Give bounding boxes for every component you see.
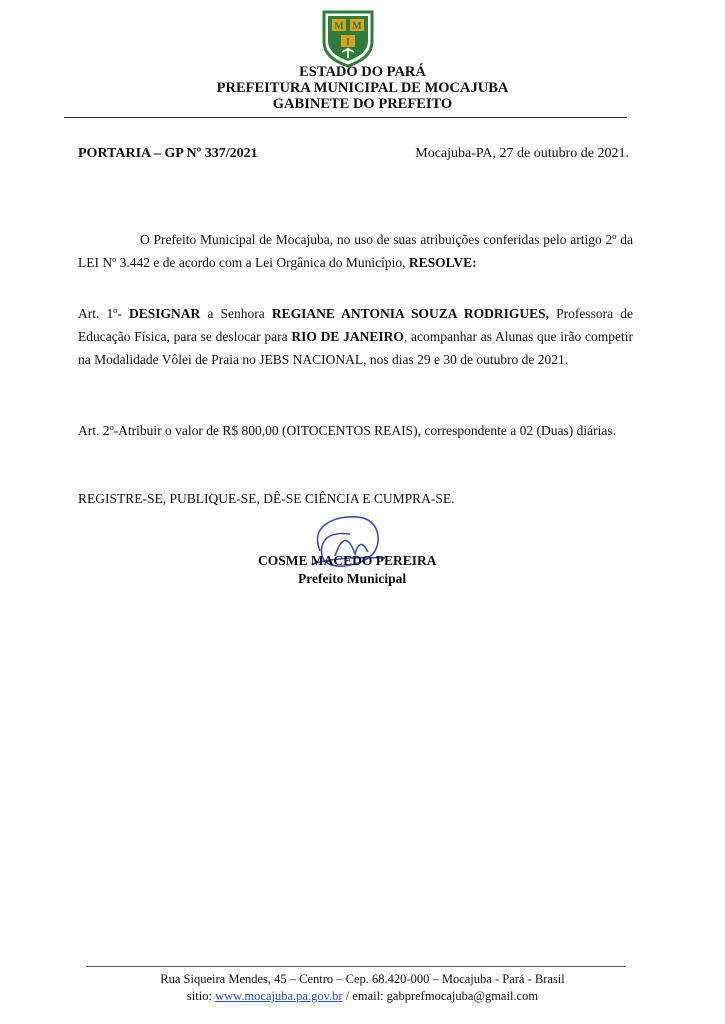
preamble-text: O Prefeito Municipal de Mocajuba, no uso de suas atribuições conferidas pelo artigo 2º da LEI Nº 3.442 e de acordo com a Lei Orgânica do Município, xyxy=(78,232,633,270)
article-1-part1: a Senhora xyxy=(200,306,272,321)
email-address[interactable]: gabprefmocajuba@gmail.com xyxy=(386,989,539,1003)
state-name: ESTADO DO PARÁ xyxy=(299,64,426,80)
designated-person: REGIANE ANTONIA SOUZA RODRIGUES, xyxy=(271,306,550,321)
issue-date: Mocajuba-PA, 27 de outubro de 2021. xyxy=(415,146,629,161)
portaria-number: PORTARIA – GP Nº 337/2021 xyxy=(78,146,258,161)
municipal-crest-icon xyxy=(318,8,378,68)
article-1 xyxy=(78,302,633,371)
preamble-paragraph xyxy=(78,228,633,274)
resolve-keyword: RESOLVE: xyxy=(408,255,477,270)
municipality-name: PREFEITURA MUNICIPAL DE MOCAJUBA xyxy=(216,80,509,96)
svg-text:M: M xyxy=(334,21,344,32)
destination-city: RIO DE JANEIRO xyxy=(291,329,404,344)
signer-name: COSME MACEDO PEREIRA xyxy=(258,553,437,568)
website-link[interactable]: www.mocajuba.pa.gov.br xyxy=(215,989,343,1003)
letterhead xyxy=(0,64,725,112)
closing-formula: REGISTRE-SE, PUBLIQUE-SE, DÊ-SE CIÊNCIA E CUMPRA-SE. xyxy=(78,491,455,506)
signer-role: Prefeito Municipal xyxy=(298,571,407,586)
svg-text:I: I xyxy=(346,37,350,48)
header-divider xyxy=(64,117,627,118)
footer xyxy=(0,971,725,1005)
article-1-verb: DESIGNAR xyxy=(129,306,201,321)
article-1-part3: , acompanhar as Alunas que irão competir na Modalidade Vôlei de Praia no JEBS NACIONAL, nos dias 29 e 30 de outubro de 2021. xyxy=(78,329,633,367)
article-2: Art. 2º-Atribuir o valor de R$ 800,00 (OITOCENTOS REAIS), correspondente a 02 (Duas) diárias. xyxy=(78,423,616,438)
office-name: GABINETE DO PREFEITO xyxy=(272,96,453,112)
article-1-prefix: Art. 1º- xyxy=(78,306,130,321)
svg-text:M: M xyxy=(352,21,362,32)
site-label: sitio: xyxy=(186,989,216,1003)
article-1-part2: Professora de Educação Física, para se deslocar para xyxy=(78,306,633,344)
footer-address: Rua Siqueira Mendes, 45 – Centro – Cep. 68.420-000 – Mocajuba - Pará - Brasil xyxy=(160,972,565,986)
footer-divider xyxy=(86,966,626,967)
footer-contacts xyxy=(0,988,725,1005)
signature-block xyxy=(258,552,437,588)
email-label: / email: xyxy=(342,989,387,1003)
